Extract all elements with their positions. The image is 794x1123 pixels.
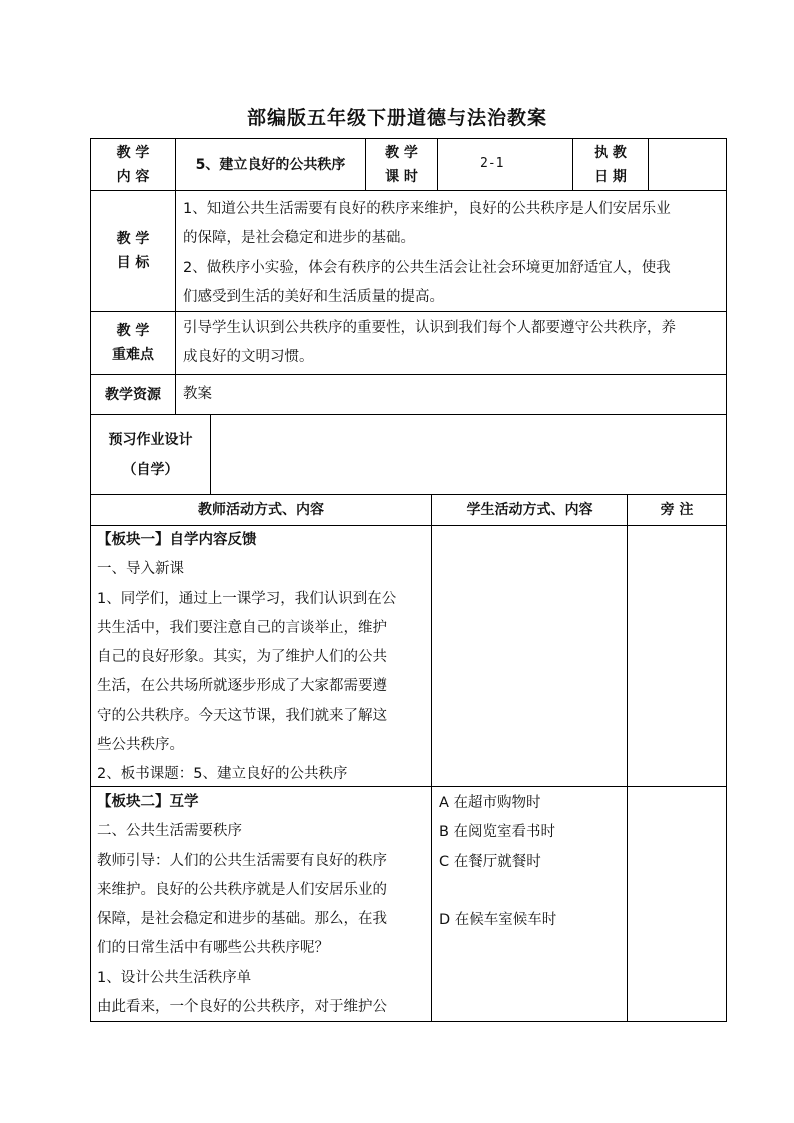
key-points-line: 成良好的文明习惯。 — [183, 349, 314, 366]
block1-line: 共生活中，我们要注意自己的言谈举止，维护 — [97, 619, 387, 636]
resources-label: 教学资源 — [105, 386, 161, 403]
block1-line: 生活，在公共场所就逐步形成了大家都需要遵 — [97, 678, 387, 695]
goals-line: 2、做秩序小实验，体会有秩序的公共生活会让社会环境更加舒适宜人，使我 — [183, 259, 671, 276]
block1-line: 1、同学们，通过上一课学习，我们认识到在公 — [97, 590, 397, 607]
date-label: 执 教 日 期 — [594, 144, 627, 185]
key-points-text — [183, 314, 725, 373]
block2-line: 们的日常生活中有哪些公共秩序呢？ — [97, 940, 329, 957]
teacher-column-header: 教师活动方式、内容 — [198, 502, 324, 518]
student-option: B 在阅览室看书时 — [439, 824, 556, 841]
block1-line: 些公共秩序。 — [97, 737, 184, 754]
student-option-spacer — [439, 877, 625, 906]
period-label: 教 学 课 时 — [385, 144, 418, 185]
content-label: 教 学 内 容 — [116, 144, 150, 185]
student-option: D 在候车室候车时 — [439, 912, 557, 929]
goals-line: 的保障，是社会稳定和进步的基础。 — [183, 230, 415, 247]
block2-line: 来维护。良好的公共秩序就是人们安居乐业的 — [97, 881, 387, 898]
block2-line: 教师引导：人们的公共生活需要有良好的秩序 — [97, 852, 387, 869]
notes-column-header: 旁 注 — [660, 502, 694, 518]
block2-heading: 【板块二】互学 — [97, 794, 199, 810]
goals-line: 1、知道公共生活需要有良好的秩序来维护，良好的公共秩序是人们安居乐业 — [183, 201, 671, 217]
block1-line: 一、导入新课 — [97, 561, 184, 578]
block2-line: 由此看来，一个良好的公共秩序，对于维护公 — [97, 999, 387, 1016]
student-column-header: 学生活动方式、内容 — [466, 502, 593, 518]
block2-student-content — [439, 789, 625, 935]
block1-teacher-content — [97, 526, 430, 790]
student-option: C 在餐厅就餐时 — [439, 853, 541, 870]
student-option: A 在超市购物时 — [439, 795, 541, 811]
block2-line: 1、设计公共生活秩序单 — [97, 969, 252, 986]
document-title: 部编版五年级下册道德与法治教案 — [246, 107, 547, 129]
resources-value: 教案 — [183, 386, 212, 402]
period-value: 2-1 — [480, 156, 504, 171]
block2-line: 保障，是社会稳定和进步的基础。那么，在我 — [97, 911, 387, 928]
block2-line: 二、公共生活需要秩序 — [97, 823, 242, 840]
goals-label: 教 学 目 标 — [116, 231, 150, 271]
goals-text — [183, 195, 725, 312]
block2-teacher-content — [97, 788, 430, 1022]
key-points-line: 引导学生认识到公共秩序的重要性，认识到我们每个人都要遵守公共秩序，养 — [183, 320, 676, 336]
block1-line: 自己的良好形象。其实，为了维护人们的公共 — [97, 649, 387, 666]
content-value: 5、建立良好的公共秩序 — [195, 156, 346, 173]
goals-line: 们感受到生活的美好和生活质量的提高。 — [183, 288, 444, 305]
block1-heading: 【板块一】自学内容反馈 — [97, 532, 257, 548]
homework-label: 预习作业设计 （自学） — [108, 431, 193, 478]
block1-line: 守的公共秩序。今天这节课，我们就来了解这 — [97, 707, 387, 724]
key-points-label: 教 学 重难点 — [112, 323, 154, 363]
block1-line: 2、板书课题：5、建立良好的公共秩序 — [97, 766, 348, 783]
